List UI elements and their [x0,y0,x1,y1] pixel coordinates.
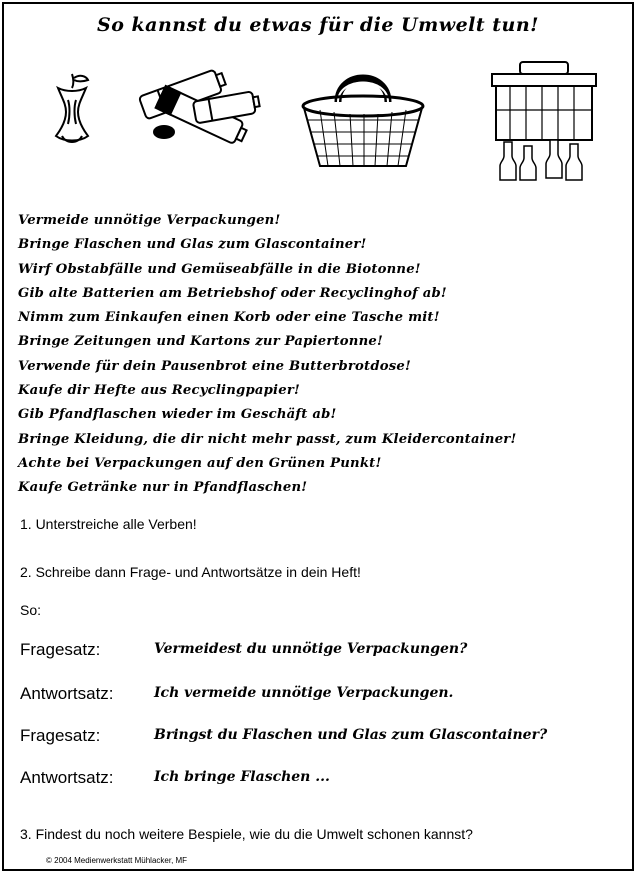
tip-line: Achte bei Verpackungen auf den Grünen Punkt! [18,455,382,471]
example-sentence: Vermeidest du unnötige Verpackungen? [154,641,468,657]
illustration-row [4,52,632,192]
batteries-icon [136,68,270,148]
tip-line: Verwende für dein Pausenbrot eine Butterbrotdose! [18,358,411,374]
bottle-crate-icon [490,60,602,182]
copyright-footer: © 2004 Medienwerkstatt Mühlacker, MF [46,856,188,865]
example-label: Fragesatz: [20,640,101,659]
tip-line: Gib Pfandflaschen wieder im Geschäft ab! [18,407,337,423]
tip-line: Kaufe dir Hefte aus Recyclingpapier! [18,383,300,399]
tip-line: Vermeide unnötige Verpackungen! [18,213,281,228]
task-3: 3. Findest du noch weitere Bespiele, wie du die Umwelt schonen kannst? [20,826,473,842]
example-label: Fragesatz: [20,726,101,745]
tip-line: Kaufe Getränke nur in Pfandflaschen! [18,480,308,496]
example-sentence: Ich bringe Flaschen ... [154,769,330,785]
example-row-question-2 [20,726,630,752]
example-sentence: Bringst du Flaschen und Glas zum Glascontainer? [154,727,548,743]
tip-line: Gib alte Batterien am Betriebshof oder Recyclinghof ab! [18,285,447,301]
apple-core-icon [44,70,100,152]
tip-line: Bringe Kleidung, die dir nicht mehr passt, zum Kleidercontainer! [18,431,517,447]
example-row-answer-1 [20,684,630,710]
task-2: 2. Schreibe dann Frage- und Antwortsätze in dein Heft! [20,564,361,580]
tip-line: Wirf Obstabfälle und Gemüseabfälle in die Biotonne! [18,261,421,277]
basket-icon [298,62,428,174]
so-label: So: [20,602,42,618]
task-1: 1. Unterstreiche alle Verben! [20,516,197,532]
example-row-question-1 [20,640,630,666]
worksheet-page [2,2,634,871]
environment-tips-list [18,209,628,501]
tip-line: Nimm zum Einkaufen einen Korb oder eine Tasche mit! [18,310,440,326]
example-label: Antwortsatz: [20,684,114,703]
example-label: Antwortsatz: [20,768,114,787]
tip-line: Bringe Flaschen und Glas zum Glascontainer! [18,237,367,253]
worksheet-title: So kannst du etwas für die Umwelt tun! [96,14,540,36]
tip-line: Bringe Zeitungen und Kartons zur Papiertonne! [18,334,383,350]
example-sentence: Ich vermeide unnötige Verpackungen. [154,685,454,701]
example-row-answer-2 [20,768,630,794]
